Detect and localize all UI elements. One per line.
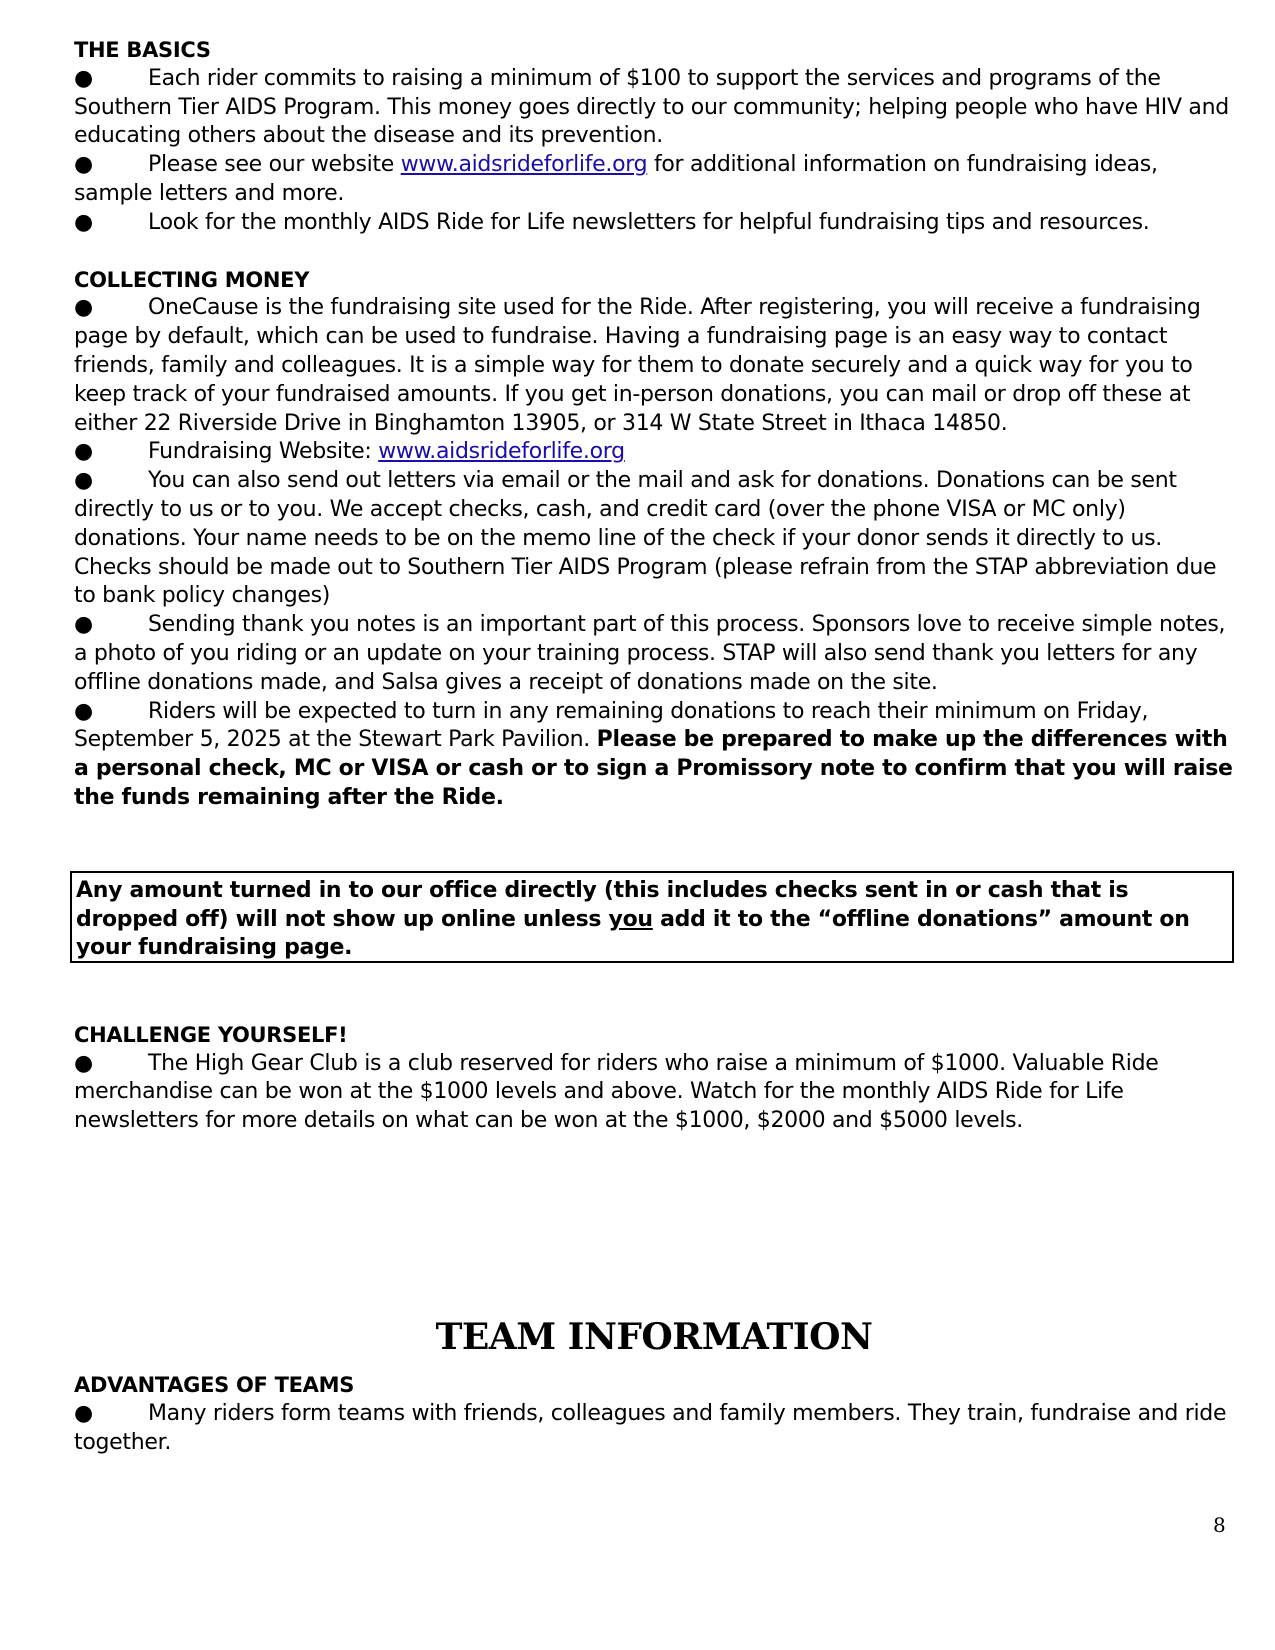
bullet-text: Riders will be expected to turn in any remaining donations to reach their minimum on Friday, September 5, 2025 at the Stewart Park Pavilion. [74,698,1149,753]
section-heading-collecting: COLLECTING MONEY [74,267,310,292]
bullet-text: OneCause is the fundraising site used for the Ride. After registering, you will receive a fundraising page by default, which can be used to fundraise. Having a fundraising page is an easy way to contact friends, family and colleagues. It is a simple way for them to donate securely and a quick way for you to keep track of your fundraised amounts. If you get in-person donations, you can mail or drop off these at either 22 Riverside Drive in Binghamton 13905, or 314 W State Street in Ithaca 14850. [74,295,1201,436]
bullet-icon: ● [74,439,93,465]
list-item [74,467,1234,611]
bullet-text: The High Gear Club is a club reserved for riders who raise a minimum of $1000. Valuable Ride merchandise can be won at the $1000 levels and above. Watch for the monthly AIDS Ride for Life newsletters for more details on what can be won at the $1000, $2000 and $5000 levels. [74,1050,1159,1134]
bullet-icon: ● [74,295,93,321]
list-item [74,151,1234,209]
notice-text: add it to the “offline donations” amount on your fundraising page. [76,906,1190,961]
section-heading-challenge: CHALLENGE YOURSELF! [74,1022,348,1047]
section-heading-basics: THE BASICS [74,38,211,62]
list-item [74,65,1234,151]
bullet-text: Fundraising Website: [148,439,379,465]
list-item [74,209,1234,238]
document-page [74,36,1234,1457]
bullet-text: Many riders form teams with friends, colleagues and family members. They train, fundraise and ride together. [74,1400,1227,1455]
section-heading-advantages: ADVANTAGES OF TEAMS [74,1372,355,1397]
bullet-icon: ● [74,612,93,638]
website-link[interactable]: www.aidsrideforlife.org [400,152,648,178]
list-item [74,611,1234,697]
notice-text: Any amount turned in to our office directly (this includes checks sent in or cash that is dropped off) will not show up online unless [76,877,1129,932]
bullet-text: Look for the monthly AIDS Ride for Life newsletters for helpful fundraising tips and resources. [148,209,1150,235]
list-item [74,294,1234,438]
bullet-text: Each rider commits to raising a minimum of $100 to support the services and programs of the Southern Tier AIDS Program. This money goes directly to our community; helping people who have HIV and educating others about the disease and its prevention. [74,65,1229,149]
bullet-icon: ● [74,65,93,91]
page-number: 8 [1213,1513,1226,1537]
bullet-text: for additional information on fundraising ideas, sample letters and more. [74,152,1158,206]
fundraising-website-link[interactable]: www.aidsrideforlife.org [378,439,625,465]
list-item [74,698,1234,813]
offline-donations-notice [70,871,1234,963]
bullet-text: Sending thank you notes is an important part of this process. Sponsors love to receive simple notes, a photo of you riding or an update on your training process. STAP will also send thank you letters for any offline donations made, and Salsa gives a receipt of donations made on the site. [74,612,1226,695]
page-title-team-information: TEAM INFORMATION [435,1315,873,1358]
notice-emphasis: you [608,906,653,932]
bullet-icon: ● [74,1400,93,1426]
bullet-icon: ● [74,698,93,724]
bullet-text-bold: Please be prepared to make up the differences with a personal check, MC or VISA or cash or to sign a Promissory note to confirm that you will raise the funds remaining after the Ride. [74,727,1233,810]
list-item [74,1400,1234,1458]
list-item [74,438,1234,467]
bullet-icon: ● [74,152,93,178]
bullet-icon: ● [74,1050,93,1076]
bullet-text: You can also send out letters via email or the mail and ask for donations. Donations can be sent directly to us or to you. We accept checks, cash, and credit card (over the phone VISA or MC only) donations. Your name needs to be on the memo line of the check if your donor sends it directly to us. Checks should be made out to Southern Tier AIDS Program (please refrain from the STAP abbreviation due to bank policy changes) [74,468,1217,609]
bullet-icon: ● [74,468,93,494]
bullet-icon: ● [74,209,93,235]
bullet-text: Please see our website [148,152,401,178]
list-item [74,1050,1234,1136]
